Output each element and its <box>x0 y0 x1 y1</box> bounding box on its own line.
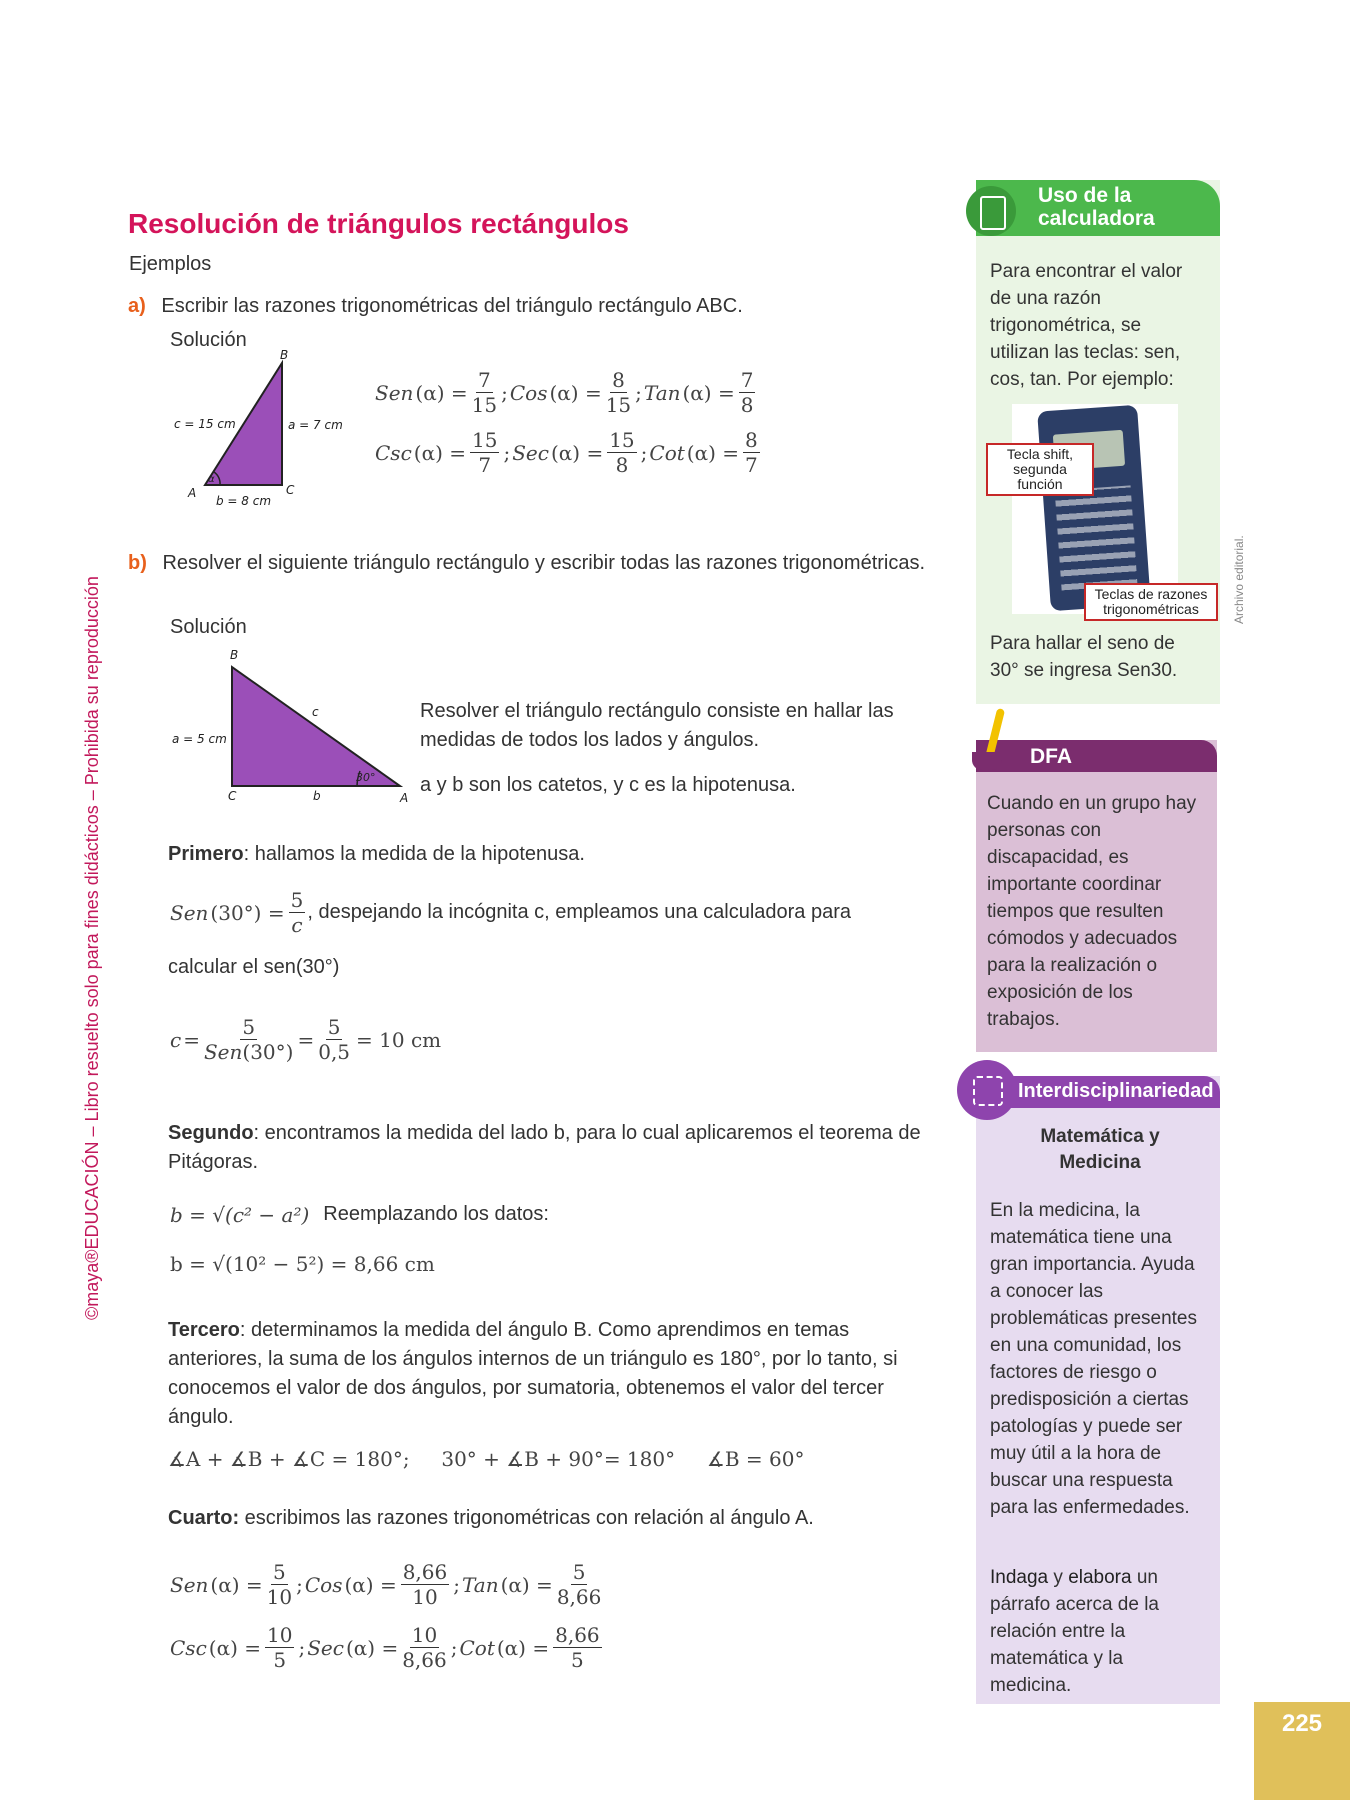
triangle-a <box>170 345 360 515</box>
page-title: Resolución de triángulos rectángulos <box>128 208 629 239</box>
solution-a-label: Solución <box>170 329 247 351</box>
inter-task-mid: y <box>1048 1567 1069 1588</box>
ratios-b-row2: Csc (α) = $\frac{10}{5}$ ; Sec (α) = $\frac{10}{8,66}$ ; Cot (α) = $\frac{8,66}{5}$ <box>170 1623 600 1672</box>
triangle-b <box>170 645 420 805</box>
dfa-text: Cuando en un grupo hay personas con discapacidad, es importante coordinar tiempos que resulten cómodos y adecuados para la realización o exposición de los trabajos. <box>987 793 1197 1030</box>
step1-bold: Primero <box>168 843 244 865</box>
calc-title-line1: Uso de la <box>1038 184 1132 207</box>
example-b-letter: b) <box>128 552 147 574</box>
step2-replace: Reemplazando los datos: <box>323 1203 549 1225</box>
step4-text: escribimos las razones trigonométricas con relación al ángulo A. <box>239 1507 814 1529</box>
inter-text: En la medicina, la matemática tiene una gran importancia. Ayuda a conocer las problemáticas presentes en una comunidad, los factores de riesgo o predisposición a ciertas patologías y puede ser muy útil a la hora de buscar una respuesta para las enfermedades. <box>990 1200 1197 1518</box>
explain-1: Resolver el triángulo rectángulo consiste en hallar las medidas de todos los lados y ángulos. <box>420 700 894 751</box>
subtitle: Ejemplos <box>129 253 212 275</box>
step2-bold: Segundo <box>168 1122 254 1144</box>
step2-text: : encontramos la medida del lado b, para lo cual aplicaremos el teorema de Pitágoras. <box>168 1122 921 1173</box>
callout-trig-keys: Teclas de razones trigonométricas <box>1084 583 1218 621</box>
step3 <box>168 1316 938 1432</box>
side-a-label-2: a = 5 cm <box>172 732 227 746</box>
angle-30-label: 30° <box>356 771 376 784</box>
vertex-c-label-2: C <box>228 789 237 803</box>
callout-shift: Tecla shift, segunda función <box>986 443 1094 496</box>
example-a-letter: a) <box>128 295 146 317</box>
step2-formula <box>170 1200 549 1229</box>
calculator-icon <box>966 186 1016 236</box>
inter-title: Interdisciplinariedad <box>1018 1080 1214 1102</box>
example-a-statement: Escribir las razones trigonométricas del triángulo rectángulo ABC. <box>161 295 743 317</box>
side-a-label: a = 7 cm <box>288 418 343 432</box>
side-b-label: b = 8 cm <box>216 494 272 508</box>
step1-result-text: = 10 cm <box>356 1027 442 1052</box>
ratios-a-row1: Sen (α) = $\frac{7}{15}$ ; Cos (α) = $\frac{8}{15}$ ; Tan (α) = $\frac{7}{8}$ <box>375 368 754 417</box>
vertex-a-label-2: A <box>400 791 409 805</box>
inter-task-bold1: Indaga <box>990 1567 1049 1588</box>
inter-task <box>990 1564 1190 1699</box>
vertex-b-label-2: B <box>230 648 239 662</box>
example-a <box>128 292 743 321</box>
side-c-label-2: c <box>312 705 319 719</box>
calc-text: Para encontrar el valor de una razón trigonométrica, se utilizan las teclas: sen, cos, tan. Por ejemplo: <box>990 261 1183 390</box>
calc-title-line2: calculadora <box>1038 207 1155 230</box>
ratios-a-row2: Csc (α) = $\frac{15}{7}$ ; Sec (α) = $\frac{15}{8}$ ; Cot (α) = $\frac{8}{7}$ <box>375 428 758 477</box>
solution-b-label: Solución <box>170 616 247 638</box>
step1-result: c = $\frac{5}{\text{Sen(30°)}}$ = $\frac{5}{0,5}$ = 10 cm <box>170 1015 442 1064</box>
vertex-c-label: C <box>286 483 295 497</box>
vertex-b-label: B <box>280 348 289 362</box>
example-b-statement: Resolver el siguiente triángulo rectángulo y escribir todas las razones trigonométricas. <box>162 552 926 574</box>
step3-bold: Tercero <box>168 1319 240 1341</box>
calc-footer: Para hallar el seno de 30° se ingresa Sen30. <box>990 633 1178 681</box>
ratios-b-row1: Sen (α) = $\frac{5}{10}$ ; Cos (α) = $\frac{8,66}{10}$ ; Tan (α) = $\frac{5}{8,66}$ <box>170 1560 602 1609</box>
side-b-label-2: b <box>313 789 321 803</box>
step1-text: : hallamos la medida de la hipotenusa. <box>243 843 585 865</box>
dfa-title: DFA <box>1030 745 1072 768</box>
step1-eq-text: , despejando la incógnita c, empleamos una calculadora para <box>307 901 852 923</box>
step3-text: : determinamos la medida del ángulo B. Como aprendimos en temas anteriores, la suma de los ángulos internos de un triángulo es 180°, por lo tanto, si conocemos el valor de dos ángulos, por sumatoria, obtenemos el valor del tercer ángulo. <box>168 1319 898 1428</box>
calc-title <box>1038 184 1155 230</box>
side-c-label: c = 15 cm <box>174 417 236 431</box>
inter-task-text: un párrafo acerca de la relación entre la matemática y la medicina. <box>990 1567 1159 1696</box>
inter-task-bold2: elabora <box>1068 1567 1132 1588</box>
step2 <box>168 1119 938 1177</box>
vertex-a-label: A <box>188 486 197 500</box>
triangle-b-shape <box>232 667 400 786</box>
vertical-copyright: ©maya®EDUCACIÓN – Libro resuelto solo para fines didácticos – Prohibida su reproducción <box>82 576 102 1320</box>
step1-equation: Sen (30°) = $\frac{5}{c}$ , despejando la incógnita c, empleamos una calculadora para <box>170 888 852 937</box>
alpha-label: α <box>208 474 215 485</box>
inter-subtitle: Matemática y Medicina <box>1040 1126 1160 1173</box>
step3-equation: ∡A + ∡B + ∡C = 180°; 30° + ∡B + 90°= 180° ∡B = 60° <box>168 1447 805 1471</box>
explain-2: a y b son los catetos, y c es la hipotenusa. <box>420 774 796 796</box>
archive-note: Archivo editorial. <box>1232 535 1246 624</box>
step1 <box>168 840 585 869</box>
page-number: 225 <box>1254 1702 1350 1800</box>
step4 <box>168 1504 814 1533</box>
step2-formula-text: b = √(c² − a²) <box>170 1202 310 1227</box>
step4-bold: Cuarto: <box>168 1507 240 1529</box>
dfa-icon <box>972 708 1022 770</box>
puzzle-icon <box>957 1060 1017 1120</box>
step1-eq-text2: calcular el sen(30°) <box>168 956 340 978</box>
step2-result: b = √(10² − 5²) = 8,66 cm <box>170 1252 435 1276</box>
example-b <box>128 549 938 578</box>
